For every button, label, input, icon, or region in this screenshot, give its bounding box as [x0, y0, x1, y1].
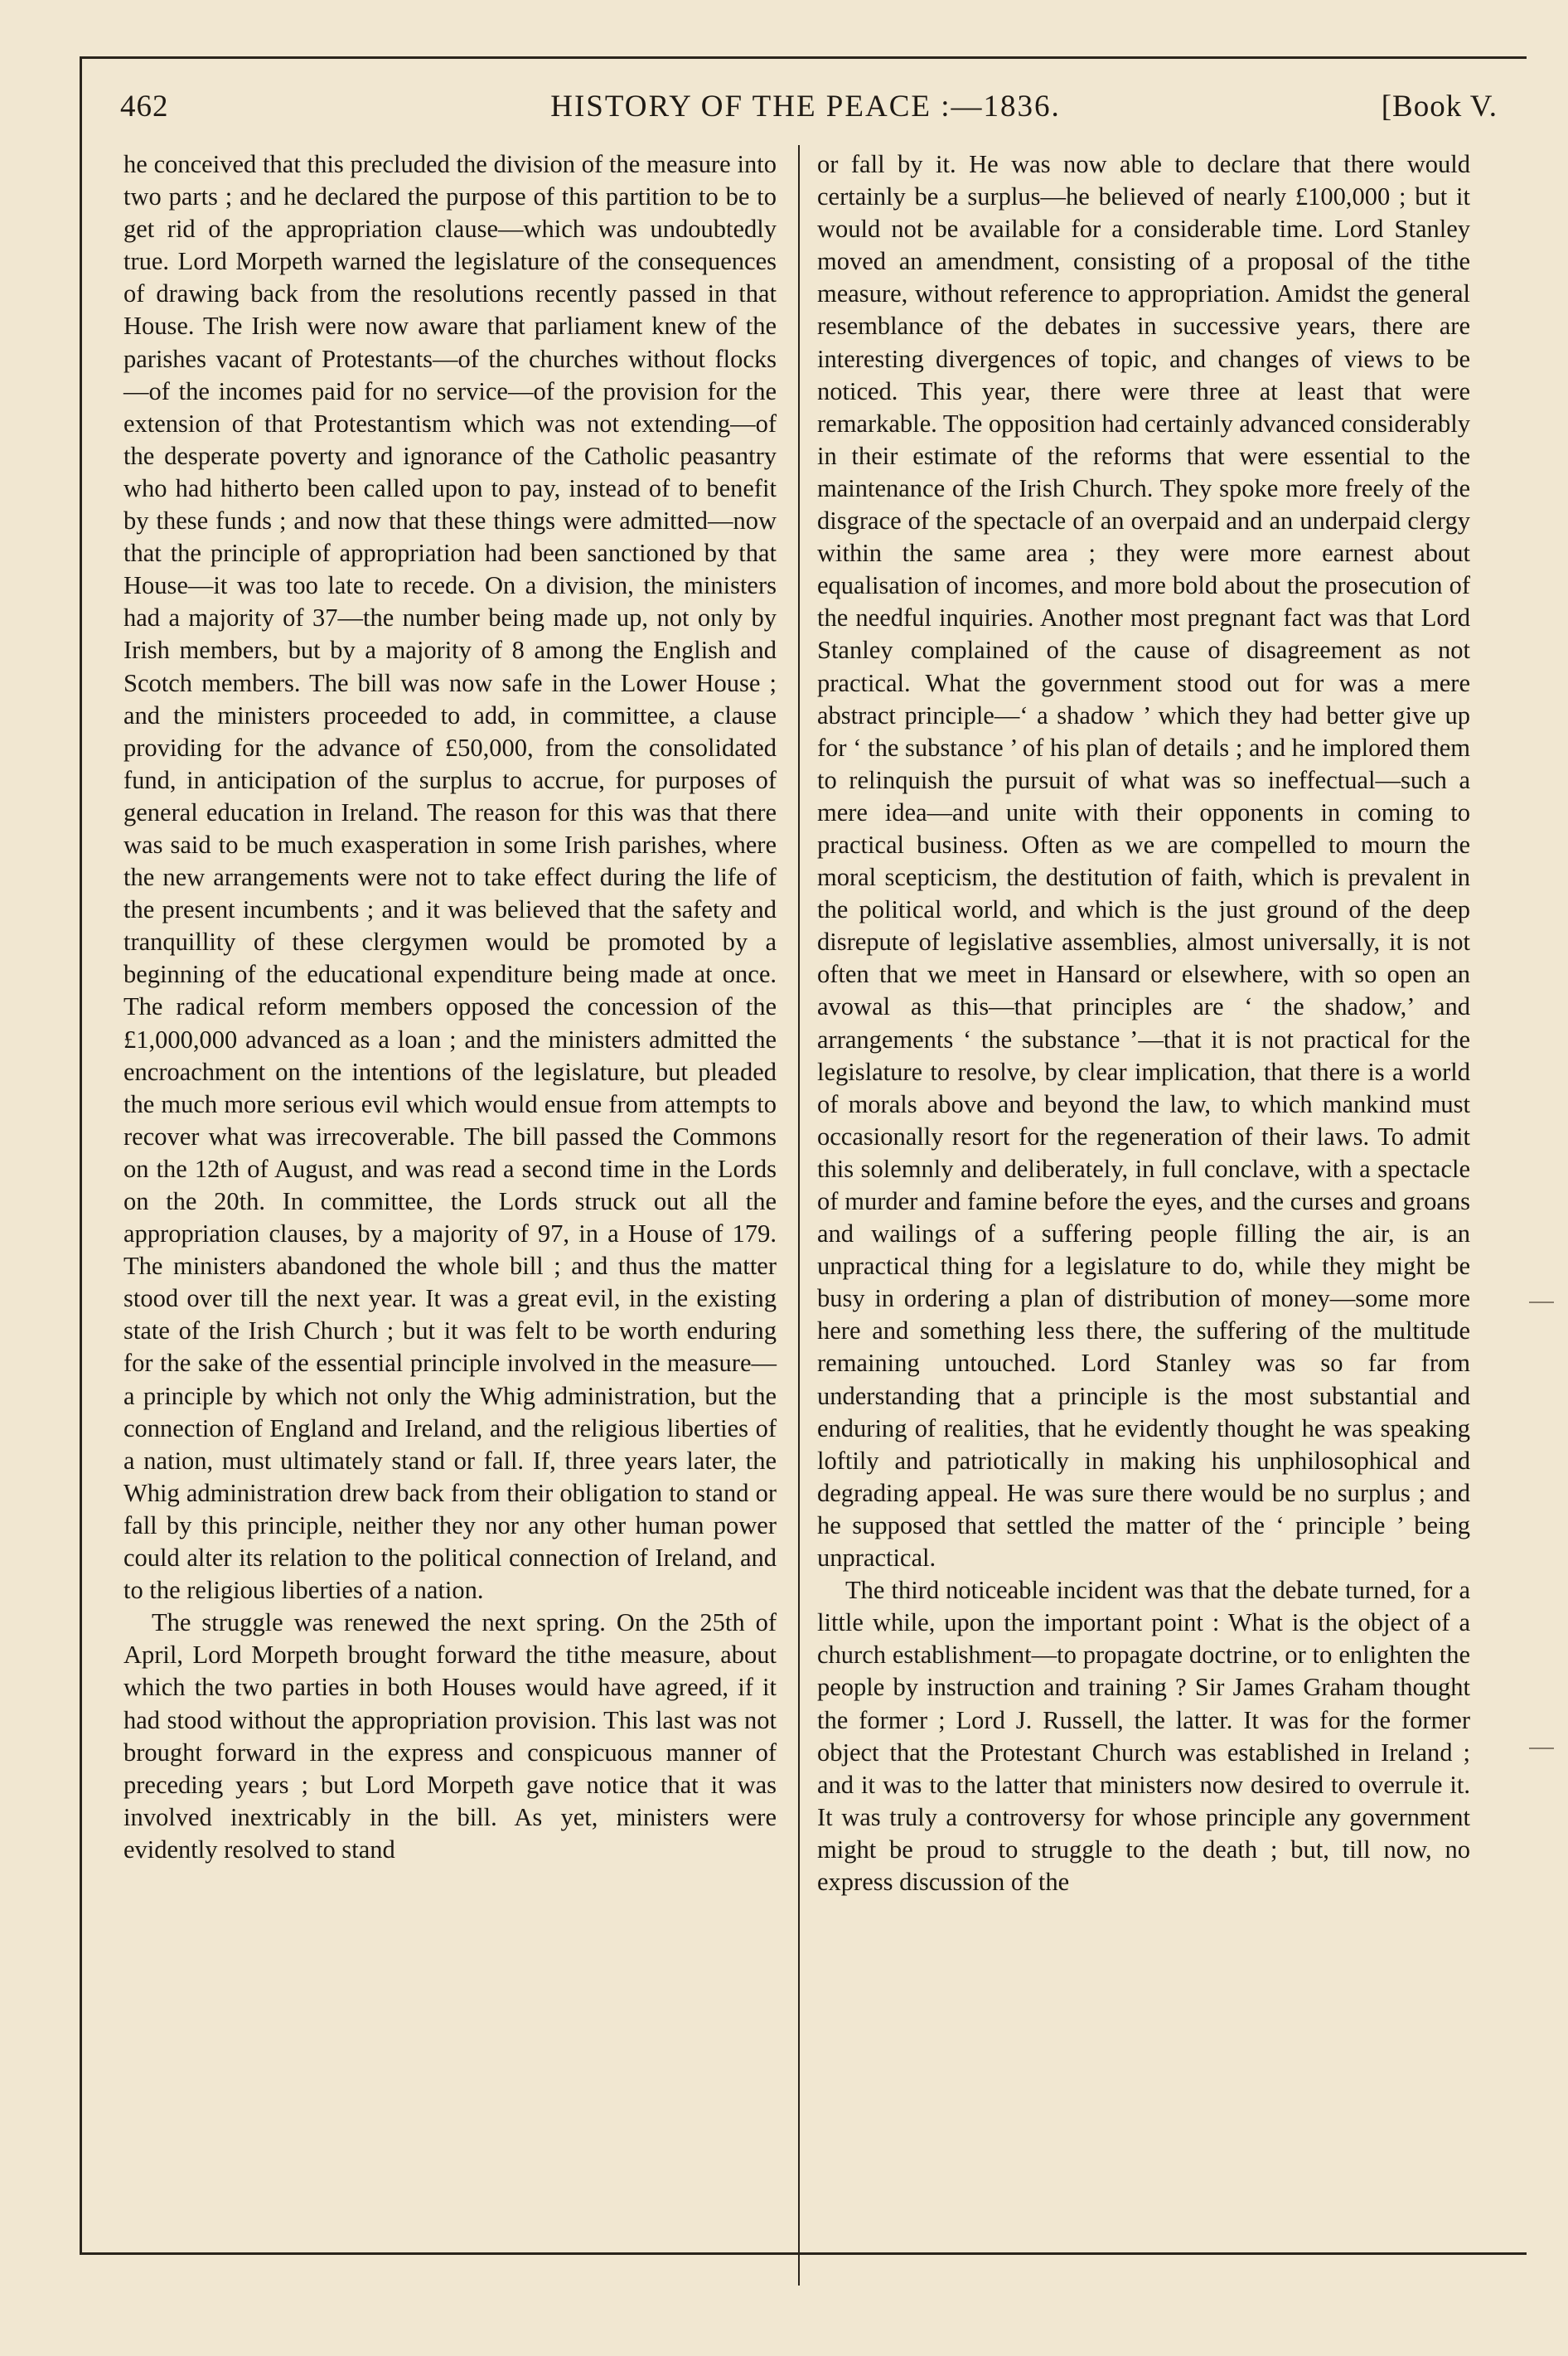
book-page: [80, 56, 1527, 2255]
column-divider: [798, 145, 800, 2286]
page-number: 462: [120, 90, 169, 124]
paragraph: The third noticeable incident was that the debate turned, for a little while, upon the important point : What is the object of a church establishment—to propagate doctrine, or to enlighten the people by instruction and training ? Sir James Graham thought the former ; Lord J. Russell, the latter. It was for the former object that the Protestant Church was established in Ireland ; and it was to the latter that ministers now desired to overrule it. It was truly a controversy for whose principle any government might be proud to struggle to the death ; but, till now, no express discussion of the: [817, 1576, 1470, 1896]
paragraph: he conceived that this precluded the division of the measure into two parts ; and he declared the purpose of this partition to be to get rid of the appropriation clause—which was undoubtedly true. Lord Morpeth warned the legislature of the consequences of drawing back from the resolutions recently passed in that House. The Irish were now aware that parliament knew of the parishes vacant of Protestants—of the churches without flocks—of the incomes paid for no service—of the provision for the extension of that Protestantism which was not extending—of the desperate poverty and ignorance of the Catholic peasantry who had hitherto been called upon to pay, instead of to benefit by these funds ; and now that these things were admitted—now that the principle of appropriation had been sanctioned by that House—it was too late to recede. On a division, the ministers had a majority of 37—the number being made up, not only by Irish members, but by a majority of 8 among the English and Scotch members. The bill was now safe in the Lower House ; and the ministers proceeded to add, in committee, a clause providing for the advance of £50,000, from the consolidated fund, in anticipation of the surplus to accrue, for purposes of general education in Ireland. The reason for this was that there was said to be much exasperation in some Irish parishes, where the new arrangements were not to take effect during the life of the present incumbents ; and it was believed that the safety and tranquillity of these clergymen would be promoted by a beginning of the educational expenditure being made at once. The radical reform members opposed the concession of the £1,000,000 advanced as a loan ; and the ministers admitted the encroachment on the intentions of the legislature, but pleaded the much more serious evil which would ensue from attempts to recover what was irrecoverable. The bill passed the Commons on the 12th of August, and was read a second time in the Lords on the 20th. In committee, the Lords struck out all the appropriation clauses, by a majority of 97, in a House of 179. The ministers abandoned the whole bill ; and thus the matter stood over till the next year. It was a great evil, in the existing state of the Irish Church ; but it was felt to be worth enduring for the sake of the essential principle involved in the measure—a principle by which not only the Whig administration, but the connection of England and Ireland, and the religious liberties of a nation, must ultimately stand or fall. If, three years later, the Whig administration drew back from their obligation to stand or fall by this principle, neither they nor any other human power could alter its relation to the political connection of Ireland, and to the religious liberties of a nation.: [123, 150, 777, 1605]
book-reference: [Book V.: [1381, 90, 1498, 124]
page-edge-mark: [1529, 1302, 1554, 1303]
running-header: [82, 59, 1529, 135]
running-title: HISTORY OF THE PEACE :—1836.: [550, 90, 1061, 124]
paragraph: or fall by it. He was now able to declare that there would certainly be a surplus—he believed of nearly £100,000 ; but it would not be available for a considerable time. Lord Stanley moved an amendment, consisting of a proposal of the tithe measure, without reference to appropriation. Amidst the general resemblance of the debates in successive years, there are interesting divergences of topic, and changes of views to be noticed. This year, there were three at least that were remarkable. The opposition had certainly advanced considerably in their estimate of the reforms that were essential to the maintenance of the Irish Church. They spoke more freely of the disgrace of the spectacle of an overpaid and an underpaid clergy within the same area ; they were more earnest about equalisation of incomes, and more bold about the prosecution of the needful inquiries. Another most pregnant fact was that Lord Stanley complained of the cause of disagreement as not practical. What the government stood out for was a mere abstract principle—‘ a shadow ’ which they had better give up for ‘ the substance ’ of his plan of details ; and he implored them to relinquish the pursuit of what was so ineffectual—such a mere idea—and unite with their opponents in coming to practical business. Often as we are compelled to mourn the moral scepticism, the destitution of faith, which is prevalent in the political world, and which is the just ground of the deep disrepute of legislative assemblies, almost universally, it is not often that we meet in Hansard or elsewhere, with so open an avowal as this—that principles are ‘ the shadow,’ and arrangements ‘ the substance ’—that it is not practical for the legislature to resolve, by clear implication, that there is a world of morals above and beyond the law, to which mankind must occasionally resort for the regeneration of their laws. To admit this solemnly and deliberately, in full conclave, with a spectacle of murder and famine before the eyes, and the curses and groans and wailings of a suffering people filling the air, is an unpractical thing for a legislature to do, while they might be busy in ordering a plan of distribution of money—some more here and something less there, the suffering of the multitude remaining untouched. Lord Stanley was so far from understanding that a principle is the most substantial and enduring of realities, that he evidently thought he was speaking loftily and patriotically in making his unphilosophical and degrading appeal. He was sure there would be no surplus ; and he supposed that settled the matter of the ‘ principle ’ being unpractical.: [817, 150, 1470, 1573]
page-edge-mark: [1529, 1748, 1554, 1749]
paragraph: The struggle was renewed the next spring. On the 25th of April, Lord Morpeth brought forward the tithe measure, about which the two parties in both Houses would have agreed, if it had stood without the appropriation provision. This last was not brought forward in the express and conspicuous manner of preceding years ; but Lord Morpeth gave notice that it was involved inextricably in the bill. As yet, ministers were evidently resolved to stand: [123, 1608, 777, 1864]
left-column: [123, 148, 777, 1866]
right-column: [817, 148, 1470, 1898]
